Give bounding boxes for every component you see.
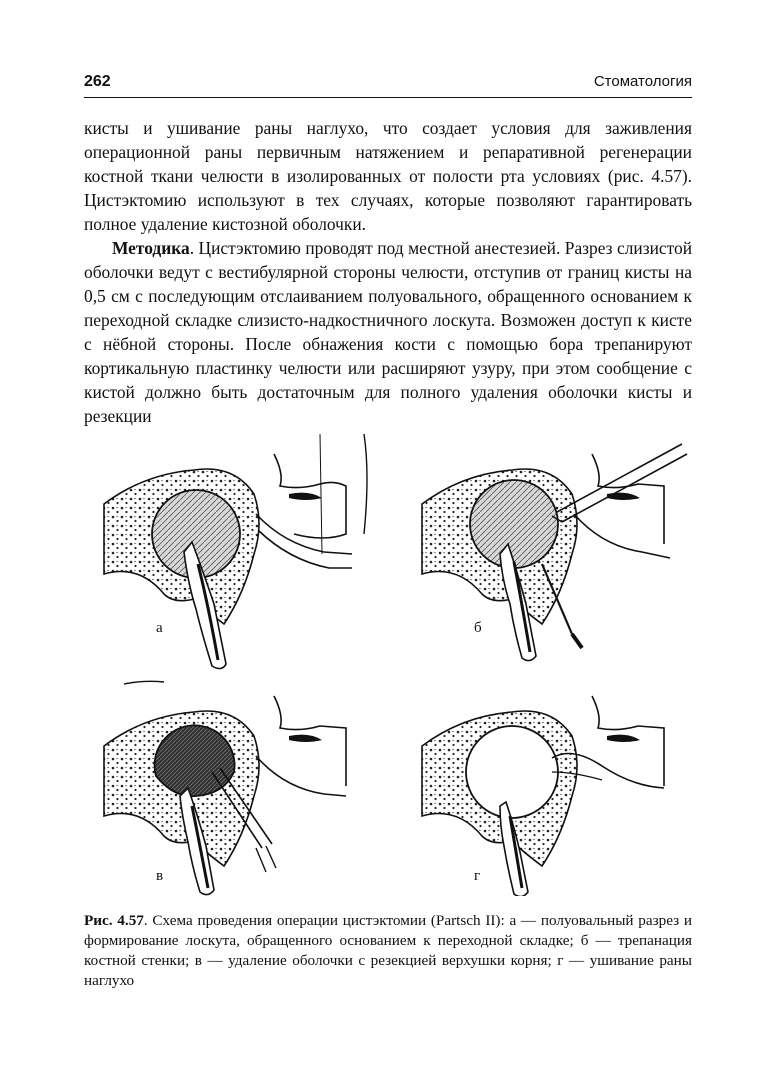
panel-label-a: а [156,620,163,636]
caption-text: . Схема проведения операции цистэктомии (Partsch II): а — полуовальный разрез и формирование лоскута, обращенного основанием к переходной складке; б — трепанация костной стенки; в — удаление оболочки с резекцией верхушки корня; г — ушивание раны наглухо [84,912,693,989]
panel-v-drawing [104,681,346,894]
panel-g-drawing [422,696,664,896]
panel-a-drawing [104,434,367,669]
paragraph [84,236,692,428]
caption-label: Рис. 4.57 [84,912,144,929]
figure-4-57 [84,424,692,896]
paragraph-text: . Цистэктомию проводят под местной анестезией. Разрез слизистой оболочки ведут с вестибулярной стороны челюсти, отступив от границ кисты на 0,5 см с последующим отслаиванием полуовального, обращенного основанием к переходной складке слизисто-надкостничного лоскута. Возможен доступ к кисте с нёбной стороны. После обнажения кости с помощью бора трепанируют кортикальную пластинку челюсти или расширяют узуру, при этом сообщение с кистой должно быть достаточным для полного удаления оболочки кисты и резекции [84,238,692,426]
body-text [84,116,692,428]
panel-b-drawing [422,444,687,661]
page-header [84,71,692,98]
page-number: 262 [84,73,111,90]
running-title: Стоматология [593,73,692,90]
panel-label-b: б [474,620,482,636]
panel-label-g: г [474,868,481,884]
paragraph: кисты и ушивание раны наглухо, что создает условия для заживления операционной раны первичным натяжением и репаративной регенерации костной ткани челюсти в изолированных от полости рта условиях (рис. 4.57). Цистэктомию используют в тех случаях, которые позволяют гарантировать полное удаление кистозной оболочки. [84,118,692,234]
figure-illustration [84,424,692,896]
paragraph-lead: Методика [112,238,190,258]
figure-caption [84,911,692,991]
panel-label-v: в [156,868,164,884]
